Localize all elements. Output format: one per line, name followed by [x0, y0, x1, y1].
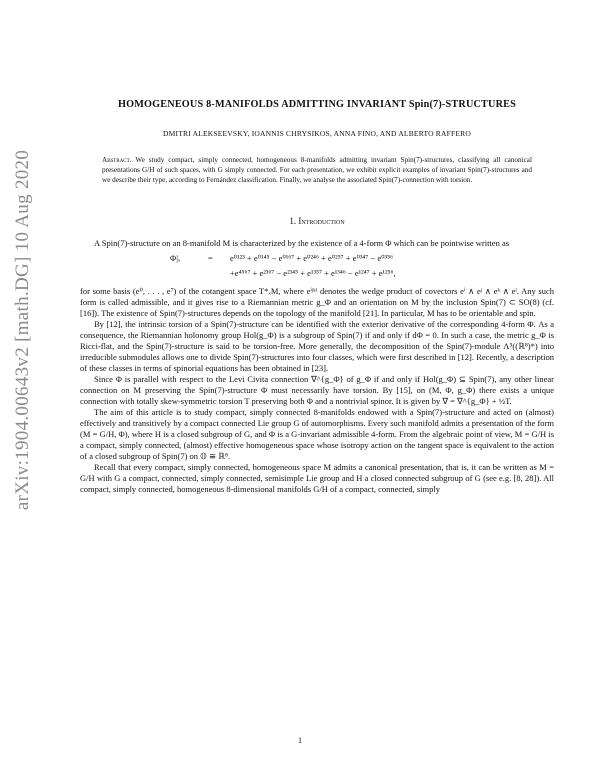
paper-title: HOMOGENEOUS 8-MANIFOLDS ADMITTING INVARIANT Spin(7)-STRUCTURES [117, 99, 517, 110]
section-title: Introduction [298, 215, 345, 226]
equation-lhs: Φ|ₓ [170, 252, 181, 263]
equation-relation: = [208, 252, 213, 263]
arxiv-identifier: arXiv:1904.00643v2 [math.DG] 10 Aug 2020 [12, 149, 33, 511]
paragraph-1: A Spin(7)-structure on an 8-manifold M is characterized by the existence of a 4-form Φ which can be pointwise written as [94, 237, 510, 248]
arxiv-stamp [0, 0, 46, 776]
section-number: 1. [289, 215, 297, 226]
paper-page [80, 98, 554, 495]
paragraph-6: Recall that every compact, simply connected, homogeneous space M admits a canonical presentation, that is, it can be written as M = G/H with G a compact, connected, simply connected, semisimple Lie group and H a closed connected subgroup of G (see e.g. [8, 28]). All compact, simply connected, homogeneous 8-dimensional manifolds G/H of a compact, connected, simply [80, 461, 554, 494]
author-list: DMITRI ALEKSEEVSKY, IOANNIS CHRYSIKOS, ANNA FINO, AND ALBERTO RAFFERO [163, 129, 471, 138]
section-heading [80, 216, 554, 226]
equation-line-1: e⁰¹²³ + e⁰¹⁴⁵ − e⁰¹⁶⁷ + e⁰²⁴⁶ + e⁰²⁵⁷ + e⁰³⁴⁷ − e⁰³⁵⁶ [230, 252, 394, 263]
abstract-text: We study compact, simply connected, homogeneous 8-manifolds admitting invariant Spin(7)-structures, classifying all canonical presentations G/H of such spaces, with G simply connected. For each presentation, we exhibit explicit examples of invariant Spin(7)-structures and we describe their type, according to Fernández classification. Finally, we analyse the associated Spin(7)-connection with torsion. [102, 156, 532, 184]
paragraph-2: for some basis (e⁰, . . . , e⁷) of the cotangent space T*ₓM, where eⁱʲᵏˡ denotes the wedge product of covectors eⁱ ∧ eʲ ∧ eᵏ ∧ eˡ. Any such form is called admissible, and it gives rise to a Riemannian metric g_Φ and an orientation on M by the inclusion Spin(7) ⊂ SO(8) (cf. [16]). The existence of Spin(7)-structures depends on the topology of the manifold [21]. In particular, M has to be orientable and spin. [80, 285, 554, 318]
equation-line-2: +e⁴⁵⁶⁷ + e²³⁶⁷ − e²³⁴⁵ + e¹³⁵⁷ + e¹³⁴⁶ − e¹²⁴⁷ + e¹²⁵⁶, [230, 267, 396, 278]
paragraph-5: The aim of this article is to study compact, simply connected 8-manifolds endowed with a Spin(7)-structure and acted on (almost) effectively and transitively by a compact connected Lie group G of automorphisms. Every such manifold admits a presentation of the form (M = G/H, Φ), where H is a closed subgroup of G, and Φ is a G-invariant admissible 4-form. From the algebraic point of view, M = G/H is a compact, simply connected, (almost) effective homogeneous space whose isotropy action on the tangent space is equivalent to the action of a closed subgroup of Spin(7) on 𝕆 ≅ ℝ⁸. [80, 406, 554, 461]
spin7-form-equation [80, 251, 554, 283]
page-number: 1 [298, 736, 302, 745]
abstract [102, 156, 532, 186]
abstract-label: Abstract. [102, 156, 132, 164]
paragraph-3: By [12], the intrinsic torsion of a Spin(7)-structure can be identified with the exterior derivative of the corresponding 4-form Φ. As a consequence, the Riemannian holonomy group Hol(g_Φ) is a subgroup of Spin(7) if and only if dΦ = 0. In such a case, the metric g_Φ is Ricci-flat, and the Spin(7)-structure is said to be torsion-free. More generally, the decomposition of the Spin(7)-module Λ⁵((ℝ⁸)*) into irreducible submodules allows one to divide Spin(7)-structures into four classes, which were first described in [12]. Recently, a description of these classes in terms of spinorial equations has been obtained in [23]. [80, 318, 554, 373]
paragraph-4: Since Φ is parallel with respect to the Levi Civita connection ∇^{g_Φ} of g_Φ if and only if Hol(g_Φ) ⊆ Spin(7), any other linear connection on M preserving the Spin(7)-structure Φ must necessarily have torsion. By [15], on (M, Φ, g_Φ) there exists a unique connection with totally skew-symmetric torsion T preserving both Φ and a nontrivial spinor. It is given by ∇ = ∇^{g_Φ} + ½T. [80, 373, 554, 406]
